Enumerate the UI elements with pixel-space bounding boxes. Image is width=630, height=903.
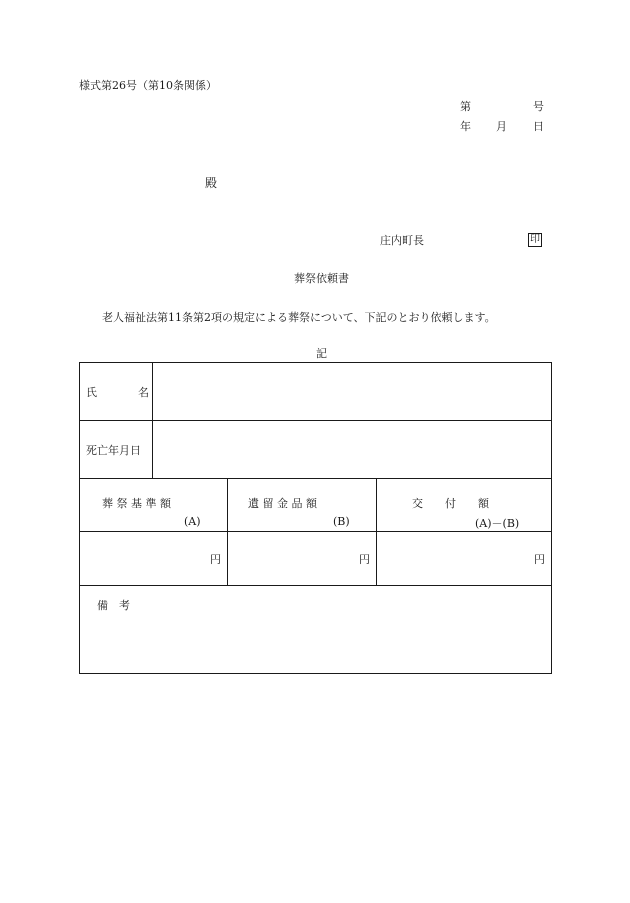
amount-value-row xyxy=(80,532,552,586)
col-a-sub: (A) xyxy=(184,515,201,528)
death-date-label: 死亡年月日 xyxy=(80,421,153,479)
death-date-row xyxy=(80,421,552,479)
remarks-row xyxy=(80,586,552,674)
remarks-cell[interactable] xyxy=(80,586,552,674)
sender-name: 庄内町長 xyxy=(380,234,424,247)
col-b-yen: 円 xyxy=(359,552,370,566)
doc-number-prefix: 第 xyxy=(460,100,471,113)
col-c-yen: 円 xyxy=(534,552,546,566)
col-c-label: 交 付 額 xyxy=(412,497,489,510)
col-b-header xyxy=(228,479,377,532)
col-b-value-cell[interactable] xyxy=(228,532,377,586)
name-value-cell[interactable] xyxy=(153,363,552,421)
col-b-label: 遺 留 金 品 額 xyxy=(248,497,317,510)
request-form-table xyxy=(79,362,552,674)
name-row xyxy=(80,363,552,421)
name-label-1: 氏 xyxy=(86,385,97,399)
doc-number-suffix: 号 xyxy=(533,100,544,113)
date-year: 年 xyxy=(460,120,471,133)
col-a-label: 葬 祭 基 準 額 xyxy=(102,497,171,510)
amount-header-row xyxy=(80,479,552,532)
col-a-value-cell[interactable] xyxy=(80,532,228,586)
form-number: 様式第26号（第10条関係） xyxy=(79,79,217,92)
death-date-value-cell[interactable] xyxy=(153,421,552,479)
ki-label: 記 xyxy=(316,347,327,360)
date-day: 日 xyxy=(533,120,544,133)
col-a-yen: 円 xyxy=(210,552,221,566)
seal-label: 印 xyxy=(530,234,540,245)
remarks-label: 備 考 xyxy=(97,599,130,612)
addressee-honorific: 殿 xyxy=(205,176,218,190)
col-c-header xyxy=(377,479,552,532)
name-label-2: 名 xyxy=(138,385,149,399)
date-month: 月 xyxy=(496,120,507,133)
col-c-value-cell[interactable] xyxy=(377,532,552,586)
col-a-header xyxy=(80,479,228,532)
body-text: 老人福祉法第11条第2項の規定による葬祭について、下記のとおり依頼します。 xyxy=(102,311,496,324)
col-c-sub: (A)－(B) xyxy=(475,517,520,530)
name-label-cell xyxy=(80,363,153,421)
col-b-sub: (B) xyxy=(333,515,350,528)
document-title: 葬祭依頼書 xyxy=(294,272,349,285)
seal-mark xyxy=(528,233,542,247)
